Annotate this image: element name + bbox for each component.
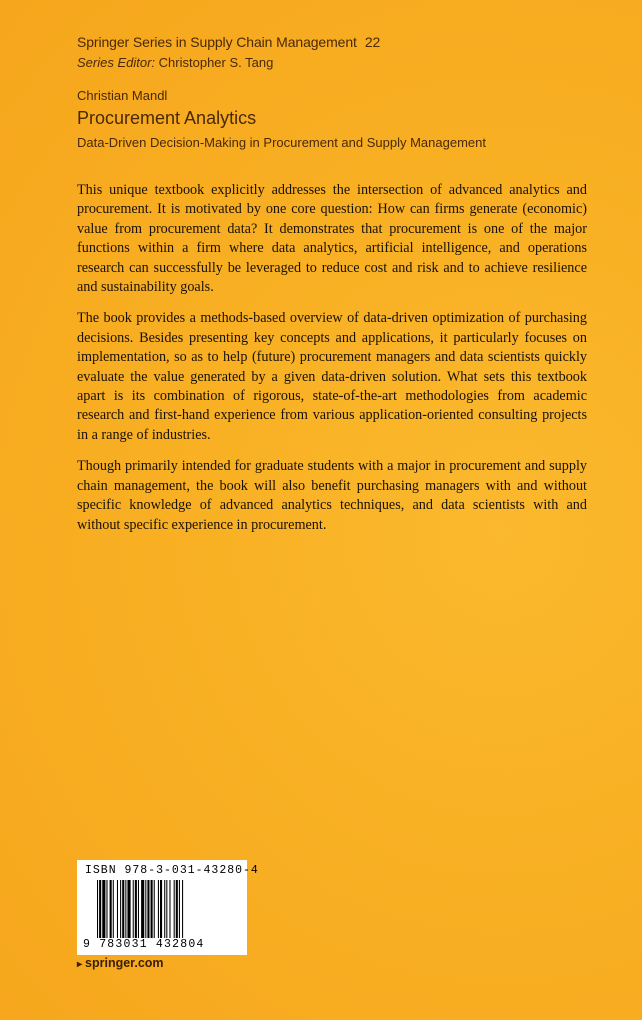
barcode-bar bbox=[138, 880, 139, 938]
series-number: 22 bbox=[364, 34, 381, 50]
barcode-bar bbox=[133, 880, 134, 938]
book-subtitle: Data-Driven Decision-Making in Procurement and Supply Management bbox=[77, 135, 486, 150]
barcode-bar bbox=[97, 880, 98, 938]
barcode-bar bbox=[176, 880, 178, 938]
barcode-bar bbox=[102, 880, 105, 938]
barcode-bars bbox=[97, 880, 237, 938]
series-line bbox=[77, 33, 617, 51]
barcode-bar bbox=[110, 880, 112, 938]
barcode-bar bbox=[166, 880, 167, 938]
barcode-bar bbox=[145, 880, 146, 938]
series-name: Springer Series in Supply Chain Management bbox=[77, 34, 357, 50]
barcode-bar bbox=[174, 880, 175, 938]
back-cover-blurb bbox=[77, 181, 587, 547]
series-editor-name: Christopher S. Tang bbox=[158, 55, 274, 70]
barcode-bar bbox=[154, 880, 155, 938]
ean-digits: 9 783031 432804 bbox=[83, 938, 205, 951]
blurb-paragraph-3: Though primarily intended for graduate students with a major in procurement and supply chain management, the book will also benefit purchasing managers with and without specific knowledge of advanced analytics techniques, and data scientists with and without specific experience in procurement. bbox=[77, 458, 587, 533]
barcode-bar bbox=[182, 880, 183, 938]
blurb-paragraph-2: The book provides a methods-based overview of data-driven optimization of purchasing decisions. Besides presenting key concepts and applications, it particularly focuses on implementation, so as to help (future) procurement managers and data scientists quickly evaluate the value generated by a given data-driven solution. What sets this textbook apart is its combination of rigorous, state-of-the-art methodologies from academic research and first-hand experience from various application-oriented consulting projects in a range of industries. bbox=[77, 310, 587, 443]
barcode-bar bbox=[169, 880, 170, 938]
barcode-bar bbox=[99, 880, 101, 938]
barcode-bar bbox=[127, 880, 130, 938]
isbn-label: ISBN 978-3-031-43280-4 bbox=[85, 864, 259, 877]
blurb-paragraph-1: This unique textbook explicitly addresses the intersection of advanced analytics and procurement. It is motivated by one core question: How can firms generate (economic) value from procurement data? It demonstrates that procurement is one of the major functions within a firm where data analytics, artificial intelligence, and operations research can successfully be leveraged to reduce cost and risk and to achieve resilience and sustainability goals. bbox=[77, 182, 587, 296]
barcode-bar bbox=[117, 880, 118, 938]
barcode-bar bbox=[120, 880, 121, 938]
barcode-box bbox=[77, 860, 259, 955]
barcode-bar bbox=[179, 880, 180, 938]
barcode-bar bbox=[106, 880, 107, 938]
barcode-bar bbox=[125, 880, 126, 938]
barcode-bar bbox=[113, 880, 114, 938]
barcode-bar bbox=[160, 880, 162, 938]
barcode-bar bbox=[151, 880, 153, 938]
website-link[interactable] bbox=[77, 956, 164, 970]
book-title: Procurement Analytics bbox=[77, 108, 257, 128]
website-url: springer.com bbox=[85, 956, 164, 970]
arrow-icon: ▸ bbox=[77, 959, 83, 970]
series-editor bbox=[77, 54, 617, 72]
barcode-bar bbox=[147, 880, 149, 938]
author: Christian Mandl bbox=[77, 88, 168, 103]
header bbox=[77, 33, 617, 152]
barcode-bar bbox=[122, 880, 124, 938]
barcode-bar bbox=[164, 880, 165, 938]
barcode-bar bbox=[141, 880, 144, 938]
series-editor-label: Series Editor: bbox=[77, 55, 156, 70]
barcode-bar bbox=[135, 880, 137, 938]
barcode-bar bbox=[158, 880, 159, 938]
